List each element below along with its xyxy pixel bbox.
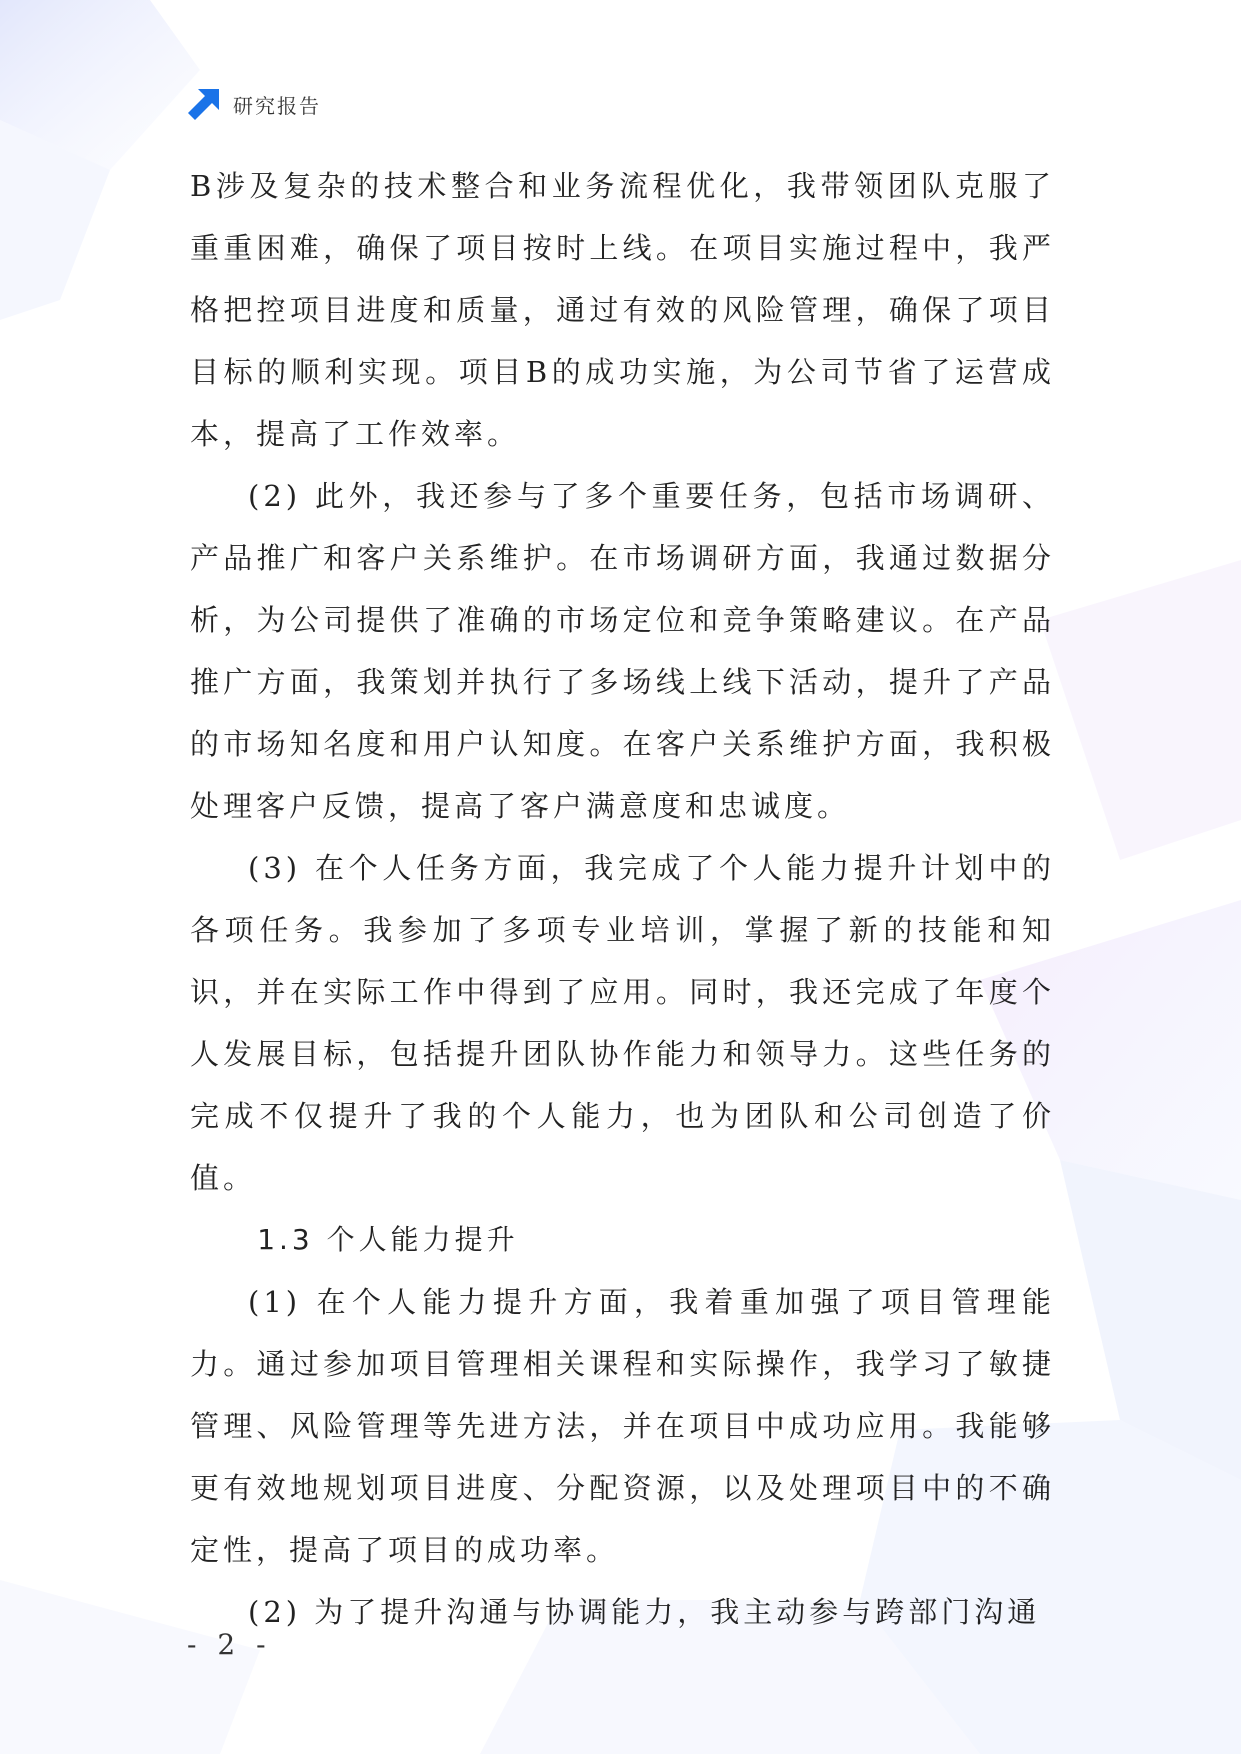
paragraph: B涉及复杂的技术整合和业务流程优化，我带领团队克服了重重困难，确保了项目按时上线。在项目实施过程中，我严格把控项目进度和质量，通过有效的风险管理，确保了项目目标的顺利实现。项目B的成功实施，为公司节省了运营成本，提高了工作效率。 bbox=[190, 169, 1055, 451]
page-number: - 2 - bbox=[187, 1628, 272, 1661]
paragraph: (1) 在个人能力提升方面，我着重加强了项目管理能力。通过参加项目管理相关课程和实际操作，我学习了敏捷管理、风险管理等先进方法，并在项目中成功应用。我能够更有效地规划项目进度、分配资源，以及处理项目中的不确定性，提高了项目的成功率。 bbox=[190, 1285, 1055, 1567]
paragraph: (3) 在个人任务方面，我完成了个人能力提升计划中的各项任务。我参加了多项专业培训，掌握了新的技能和知识，并在实际工作中得到了应用。同时，我还完成了年度个人发展目标，包括提升团队协作能力和领导力。这些任务的完成不仅提升了我的个人能力，也为团队和公司创造了价值。 bbox=[190, 851, 1055, 1195]
arrow-up-right-icon bbox=[187, 87, 221, 121]
section-heading: 1.3 个人能力提升 bbox=[257, 1223, 519, 1256]
document-body bbox=[190, 155, 1055, 1643]
header-title: 研究报告 bbox=[233, 93, 321, 118]
paragraph: (2) 此外，我还参与了多个重要任务，包括市场调研、产品推广和客户关系维护。在市场调研方面，我通过数据分析，为公司提供了准确的市场定位和竞争策略建议。在产品推广方面，我策划并执行了多场线上线下活动，提升了产品的市场知名度和用户认知度。在客户关系维护方面，我积极处理客户反馈，提高了客户满意度和忠诚度。 bbox=[190, 479, 1055, 823]
paragraph: (2) 为了提升沟通与协调能力，我主动参与跨部门沟通 bbox=[248, 1595, 1041, 1629]
report-header bbox=[187, 86, 321, 122]
